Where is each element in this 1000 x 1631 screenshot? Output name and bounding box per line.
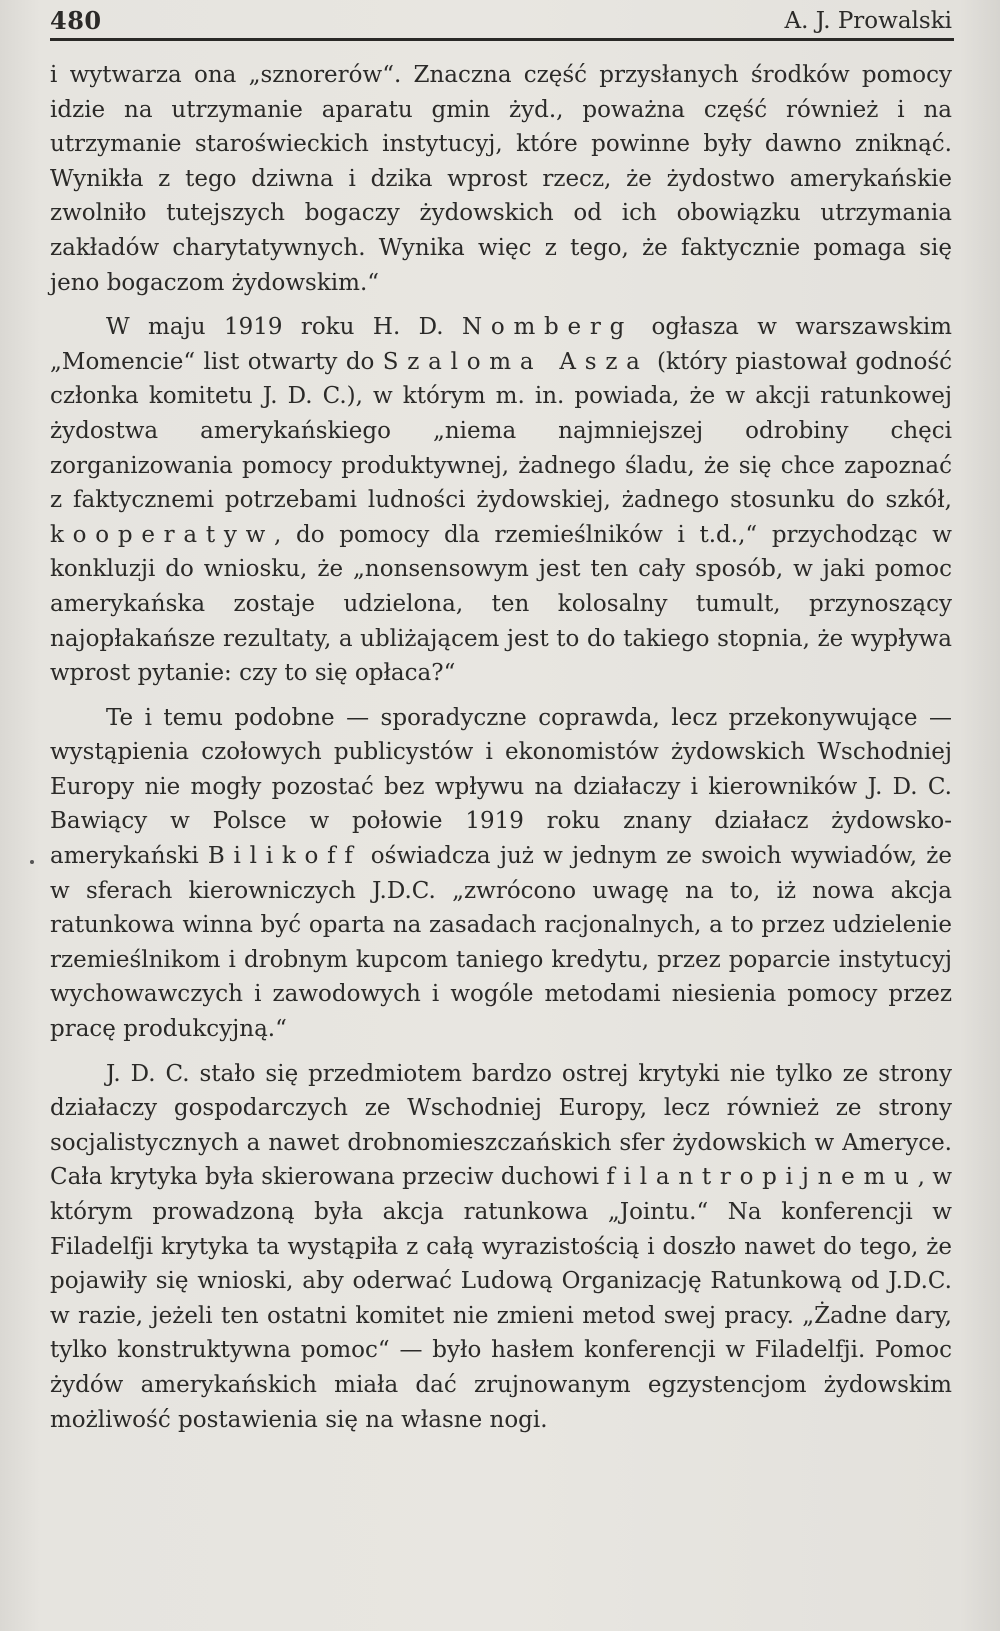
body-text <box>50 58 952 1437</box>
paragraph-3 <box>50 701 952 1047</box>
margin-speck <box>30 860 34 864</box>
text-run: i wytwarza ona „sznorerów“. Znaczna część przysłanych środków pomocy idzie na utrzymanie aparatu gmin żyd., poważna część również i na utrzymanie staroświeckich instytucyj, które powinne były dawno zniknąć. Wynikła z tego dziwna i dzika wprost rzecz, że żydostwo amerykańskie zwolniło tutejszych bogaczy żydowskich od ich obowiązku utrzymania zakładów charytatywnych. Wynika więc z tego, że faktycznie pomaga się jeno bogaczom żydowskim.“ <box>50 62 952 296</box>
paragraph-1 <box>50 58 952 300</box>
text-run: ogłasza w warszawskim „Momencie“ list otwarty do <box>50 314 952 375</box>
text-run: (który piastował godność członka komitetu J. D. C.), w którym m. in. powiada, że w akcji ratunkowej żydostwa amerykańskiego „niema najmniejszej odrobiny chęci zorganizowania pomocy produktywnej, żadnego śladu, że się chce zapoznać z faktycznemi potrzebami ludności żydowskiej, żadnego stosunku do szkół, <box>50 348 952 514</box>
text-run: oświadcza już w jednym ze swoich wywiadów, że w sferach kierowniczych J.D.C. „zwrócono uwagę na to, iż nowa akcja ratunkowa winna być oparta na zasadach racjonalnych, a to przez udzielenie rzemieślnikom i drobnym kupcom taniego kredytu, przez poparcie instytucyj wychowawczych i zawodowych i wogóle metodami niesienia pomocy przez pracę produkcyjną.“ <box>50 843 952 1043</box>
paragraph-2 <box>50 310 952 691</box>
running-head <box>50 4 954 41</box>
page-number: 480 <box>50 6 102 35</box>
spaced-emphasis: Bilikoff <box>207 843 362 870</box>
text-run: , do pomocy dla rzemieślników i t.d.,“ przychodząc w konkluzji do wniosku, że „nonsensowym jest ten cały sposób, w jaki pomoc amerykańska zostaje udzielona, ten kolosalny tumult, przynoszący najopłakańsze rezultaty, a ubliżającem jest to do takiego stopnia, że wypływa wprost pytanie: czy to się opłaca?“ <box>50 521 952 687</box>
text-run: J. D. C. stało się przedmiotem bardzo ostrej krytyki nie tylko ze strony działaczy gospodarczych ze Wschodniej Europy, lecz również ze strony socjalistycznych a nawet drobnomieszczańskich sfer żydowskich w Ameryce. Cała krytyka była skierowana przeciw duchowi <box>50 1060 952 1191</box>
spaced-emphasis: Nomberg <box>462 314 634 341</box>
text-run: W maju 1919 roku H. D. <box>106 314 463 341</box>
spaced-emphasis: Szaloma Asza <box>382 348 649 375</box>
spaced-emphasis: kooperatyw <box>50 521 274 548</box>
paragraph-4 <box>50 1057 952 1438</box>
spaced-emphasis: filantropijnemu <box>606 1164 918 1191</box>
text-run: , w którym prowadzoną była akcja ratunkowa „Jointu.“ Na konferencji w Filadelfji krytyka ta wystąpiła z całą wyrazistością i doszło nawet do tego, że pojawiły się wnioski, aby oderwać Ludową Organizację Ratunkową od J.D.C. w razie, jeżeli ten ostatni komitet nie zmieni metod swej pracy. „Żadne dary, tylko konstruktywna pomoc“ — było hasłem konferencji w Filadelfji. Pomoc żydów amerykańskich miała dać zrujnowanym egzystencjom żydowskim możliwość postawienia się na własne nogi. <box>50 1164 953 1433</box>
text-run: Te i temu podobne — sporadyczne coprawda, lecz przekonywujące — wystąpienia czołowych publicystów i ekonomistów żydowskich Wschodniej Europy nie mogły pozostać bez wpływu na działaczy i kierowników J. D. C. Bawiący w Polsce w połowie 1919 roku znany działacz żydowsko-amerykański <box>50 704 952 870</box>
running-head-author: A. J. Prowalski <box>784 8 952 34</box>
